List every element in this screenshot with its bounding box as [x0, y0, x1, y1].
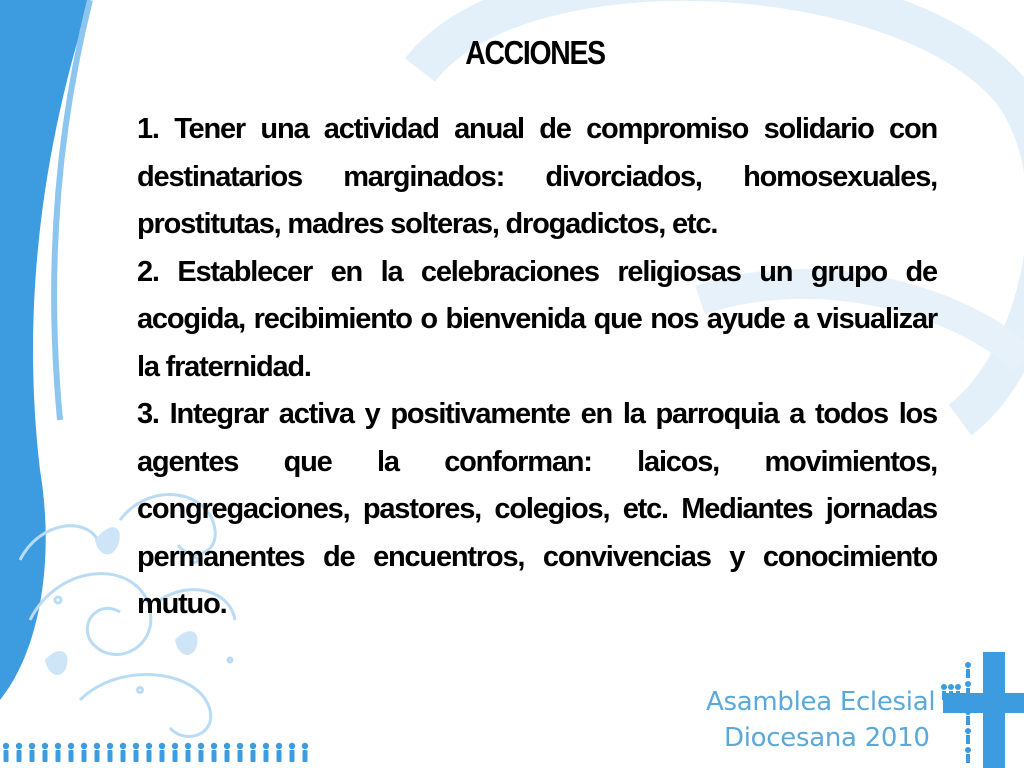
- branding-line-1: Asamblea Eclesial: [706, 687, 936, 717]
- action-item-2: 2. Establecer en la celebraciones religiosas un grupo de acogida, recibimiento o bienvenida que nos ayude a visualizar la fraternidad.: [137, 255, 937, 383]
- left-blue-wave: [0, 0, 90, 700]
- branding-line-2: Diocesana 2010: [724, 723, 930, 753]
- event-branding: [706, 684, 936, 756]
- action-item-1: 1. Tener una actividad anual de compromiso solidario con destinatarios marginados: divorciados, homosexuales, prostitutas, madres solteras, drogadictos, etc.: [137, 113, 937, 240]
- action-item-3: 3. Integrar activa y positivamente en la parroquia a todos los agentes que la conforman: laicos, movimientos, congregaciones, pastores, colegios, etc. Mediantes jornadas permanentes de encuentros, convivencias y conocimiento mutuo.: [137, 398, 937, 620]
- slide-title: ACCIONES: [465, 34, 605, 71]
- bottom-people-row: [3, 743, 308, 762]
- cross-icon: [943, 652, 1024, 768]
- action-list: [137, 106, 937, 629]
